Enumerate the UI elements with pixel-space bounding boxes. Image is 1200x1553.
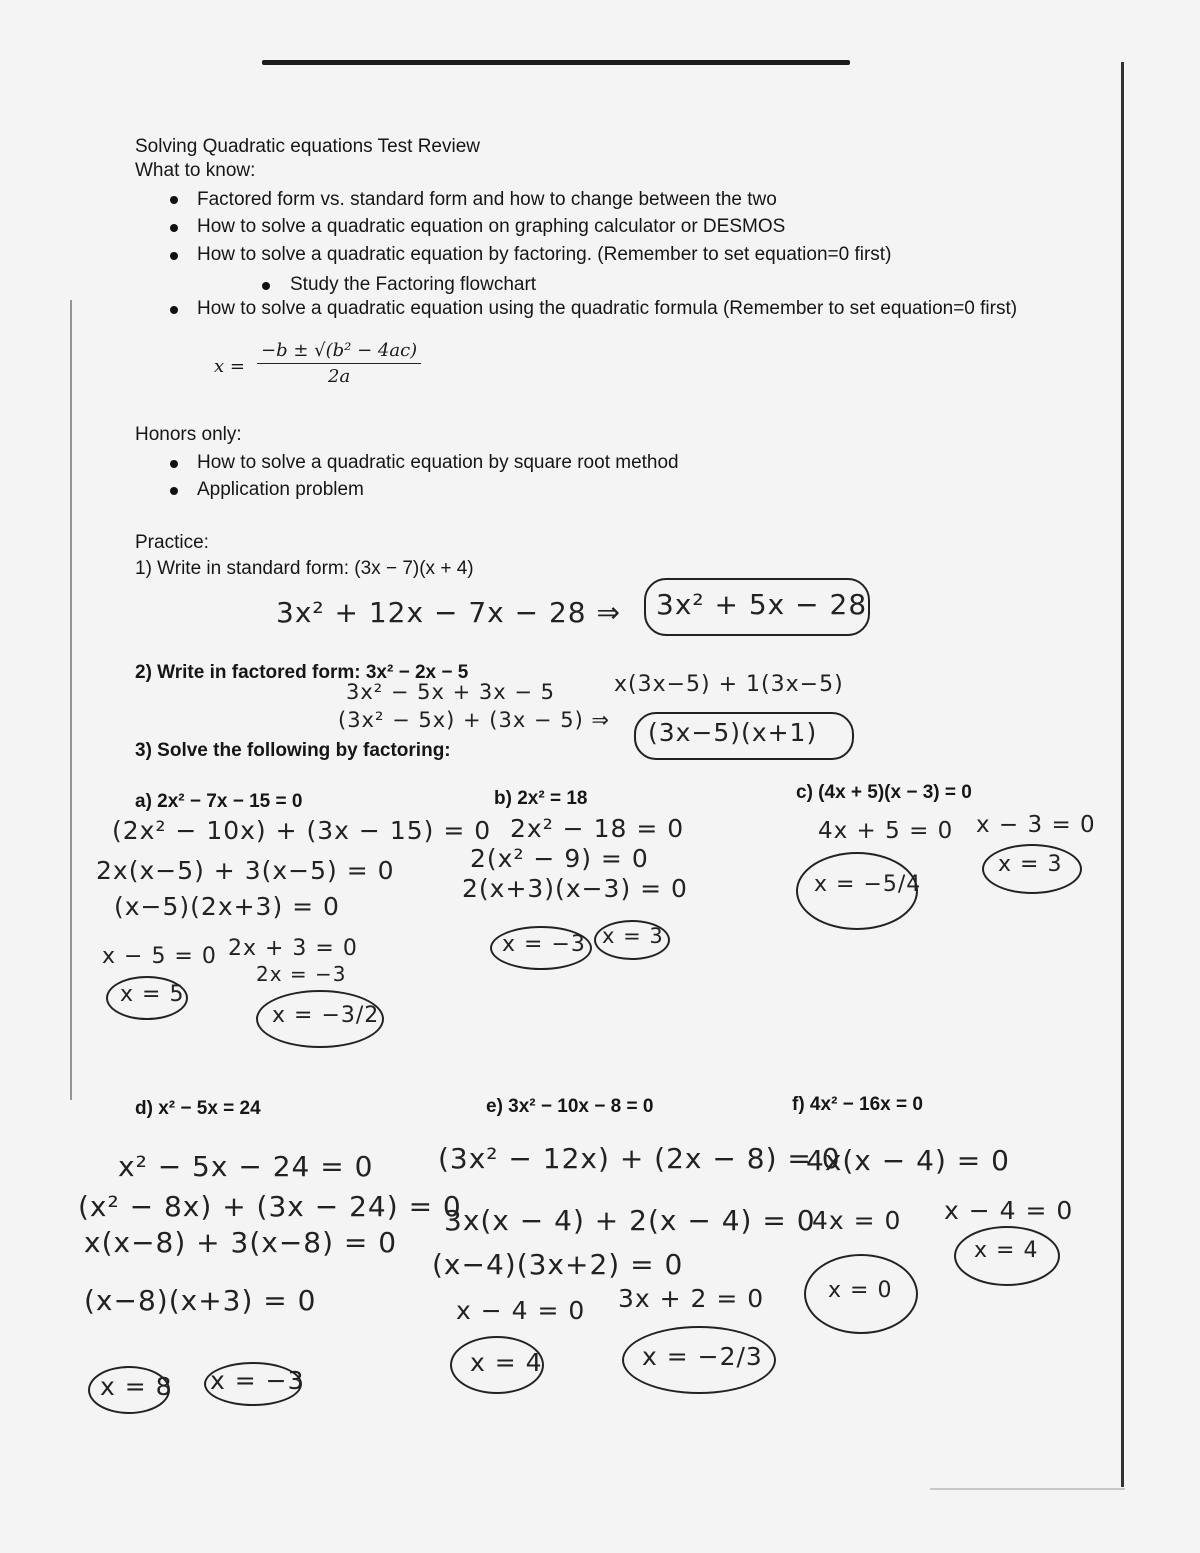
e-answer: x = −2/3 [642,1342,763,1371]
q2-work-3: x(3x−5) + 1(3x−5) [614,672,844,697]
page-top-edge [262,60,850,65]
honors-heading: Honors only: [135,424,242,445]
know-item: How to solve a quadratic equation on graphing calculator or DESMOS [197,216,786,237]
know-item: Factored form vs. standard form and how to change between the two [197,189,777,210]
b-work: 2(x² − 9) = 0 [470,844,649,873]
q1-answer: 3x² + 5x − 28 [656,588,868,621]
bullet-icon [170,196,178,204]
know-item: How to solve a quadratic equation using the quadratic formula (Remember to set equation=0 first) [197,298,1018,319]
b-work: 2x² − 18 = 0 [510,814,685,843]
formula-lhs: x = [214,356,245,377]
c-step: x − 3 = 0 [976,812,1096,838]
a-step: 2x + 3 = 0 [228,936,358,961]
f-step: x − 4 = 0 [944,1196,1074,1225]
know-item: How to solve a quadratic equation by factoring. (Remember to set equation=0 first) [197,244,892,265]
formula-numerator: −b ± √(b² − 4ac) [257,340,421,364]
practice-heading: Practice: [135,532,209,553]
a-step: x − 5 = 0 [102,944,217,969]
c-step: 4x + 5 = 0 [818,818,954,844]
bullet-icon [170,460,178,468]
bullet-icon [170,487,178,495]
c-answer: x = −5/4 [814,872,922,897]
problem-a: a) 2x² − 7x − 15 = 0 [135,791,303,812]
a-work: (x−5)(2x+3) = 0 [114,892,340,921]
page-left-shadow [70,300,72,1100]
bullet-icon [170,252,178,260]
d-answer: x = −3 [210,1366,305,1395]
e-answer: x = 4 [470,1348,543,1377]
f-work: 4x(x − 4) = 0 [806,1144,1010,1177]
bullet-icon [262,282,270,290]
f-step: 4x = 0 [812,1206,902,1235]
d-answer: x = 8 [100,1372,173,1401]
question-2: 2) Write in factored form: 3x² − 2x − 5 [135,662,469,683]
q2-work-1: 3x² − 5x + 3x − 5 [346,680,555,704]
quadratic-formula [257,340,421,387]
b-answer: x = −3 [502,932,586,957]
b-work: 2(x+3)(x−3) = 0 [462,874,688,903]
e-step: 3x + 2 = 0 [618,1284,765,1313]
page-title: Solving Quadratic equations Test Review [135,136,481,157]
honors-item: Application problem [197,479,364,500]
a-work: 2x(x−5) + 3(x−5) = 0 [96,856,395,885]
d-work: (x−8)(x+3) = 0 [84,1284,317,1317]
a-answer: x = −3/2 [272,1003,380,1028]
honors-item: How to solve a quadratic equation by square root method [197,452,679,473]
e-work: (x−4)(3x+2) = 0 [432,1248,684,1281]
f-answer: x = 4 [974,1238,1039,1263]
page-right-edge [1121,62,1124,1487]
e-work: (3x² − 12x) + (2x − 8) = 0 [438,1142,841,1175]
q2-work-2: (3x² − 5x) + (3x − 5) ⇒ [338,708,611,732]
b-answer: x = 3 [602,924,664,948]
e-work: 3x(x − 4) + 2(x − 4) = 0 [444,1204,816,1237]
formula-denominator: 2a [328,366,351,387]
e-step: x − 4 = 0 [456,1296,586,1325]
a-work: (2x² − 10x) + (3x − 15) = 0 [112,816,492,845]
problem-e: e) 3x² − 10x − 8 = 0 [486,1096,654,1117]
bullet-icon [170,306,178,314]
f-answer: x = 0 [828,1278,893,1303]
a-answer: x = 5 [120,982,185,1007]
question-1: 1) Write in standard form: (3x − 7)(x + 4) [135,558,474,579]
what-to-know-heading: What to know: [135,160,256,181]
bullet-icon [170,224,178,232]
d-work: x² − 5x − 24 = 0 [118,1150,374,1183]
d-work: (x² − 8x) + (3x − 24) = 0 [78,1190,462,1223]
q1-work: 3x² + 12x − 7x − 28 ⇒ [276,596,621,629]
page-bottom-edge [930,1488,1125,1490]
problem-d: d) x² − 5x = 24 [135,1098,261,1119]
q2-answer: (3x−5)(x+1) [648,718,818,747]
c-answer: x = 3 [998,852,1063,877]
d-work: x(x−8) + 3(x−8) = 0 [84,1226,398,1259]
problem-f: f) 4x² − 16x = 0 [792,1094,923,1115]
problem-c: c) (4x + 5)(x − 3) = 0 [796,782,972,803]
question-3: 3) Solve the following by factoring: [135,740,451,761]
a-step: 2x = −3 [256,962,347,986]
problem-b: b) 2x² = 18 [494,788,588,809]
know-subitem: Study the Factoring flowchart [290,274,537,295]
